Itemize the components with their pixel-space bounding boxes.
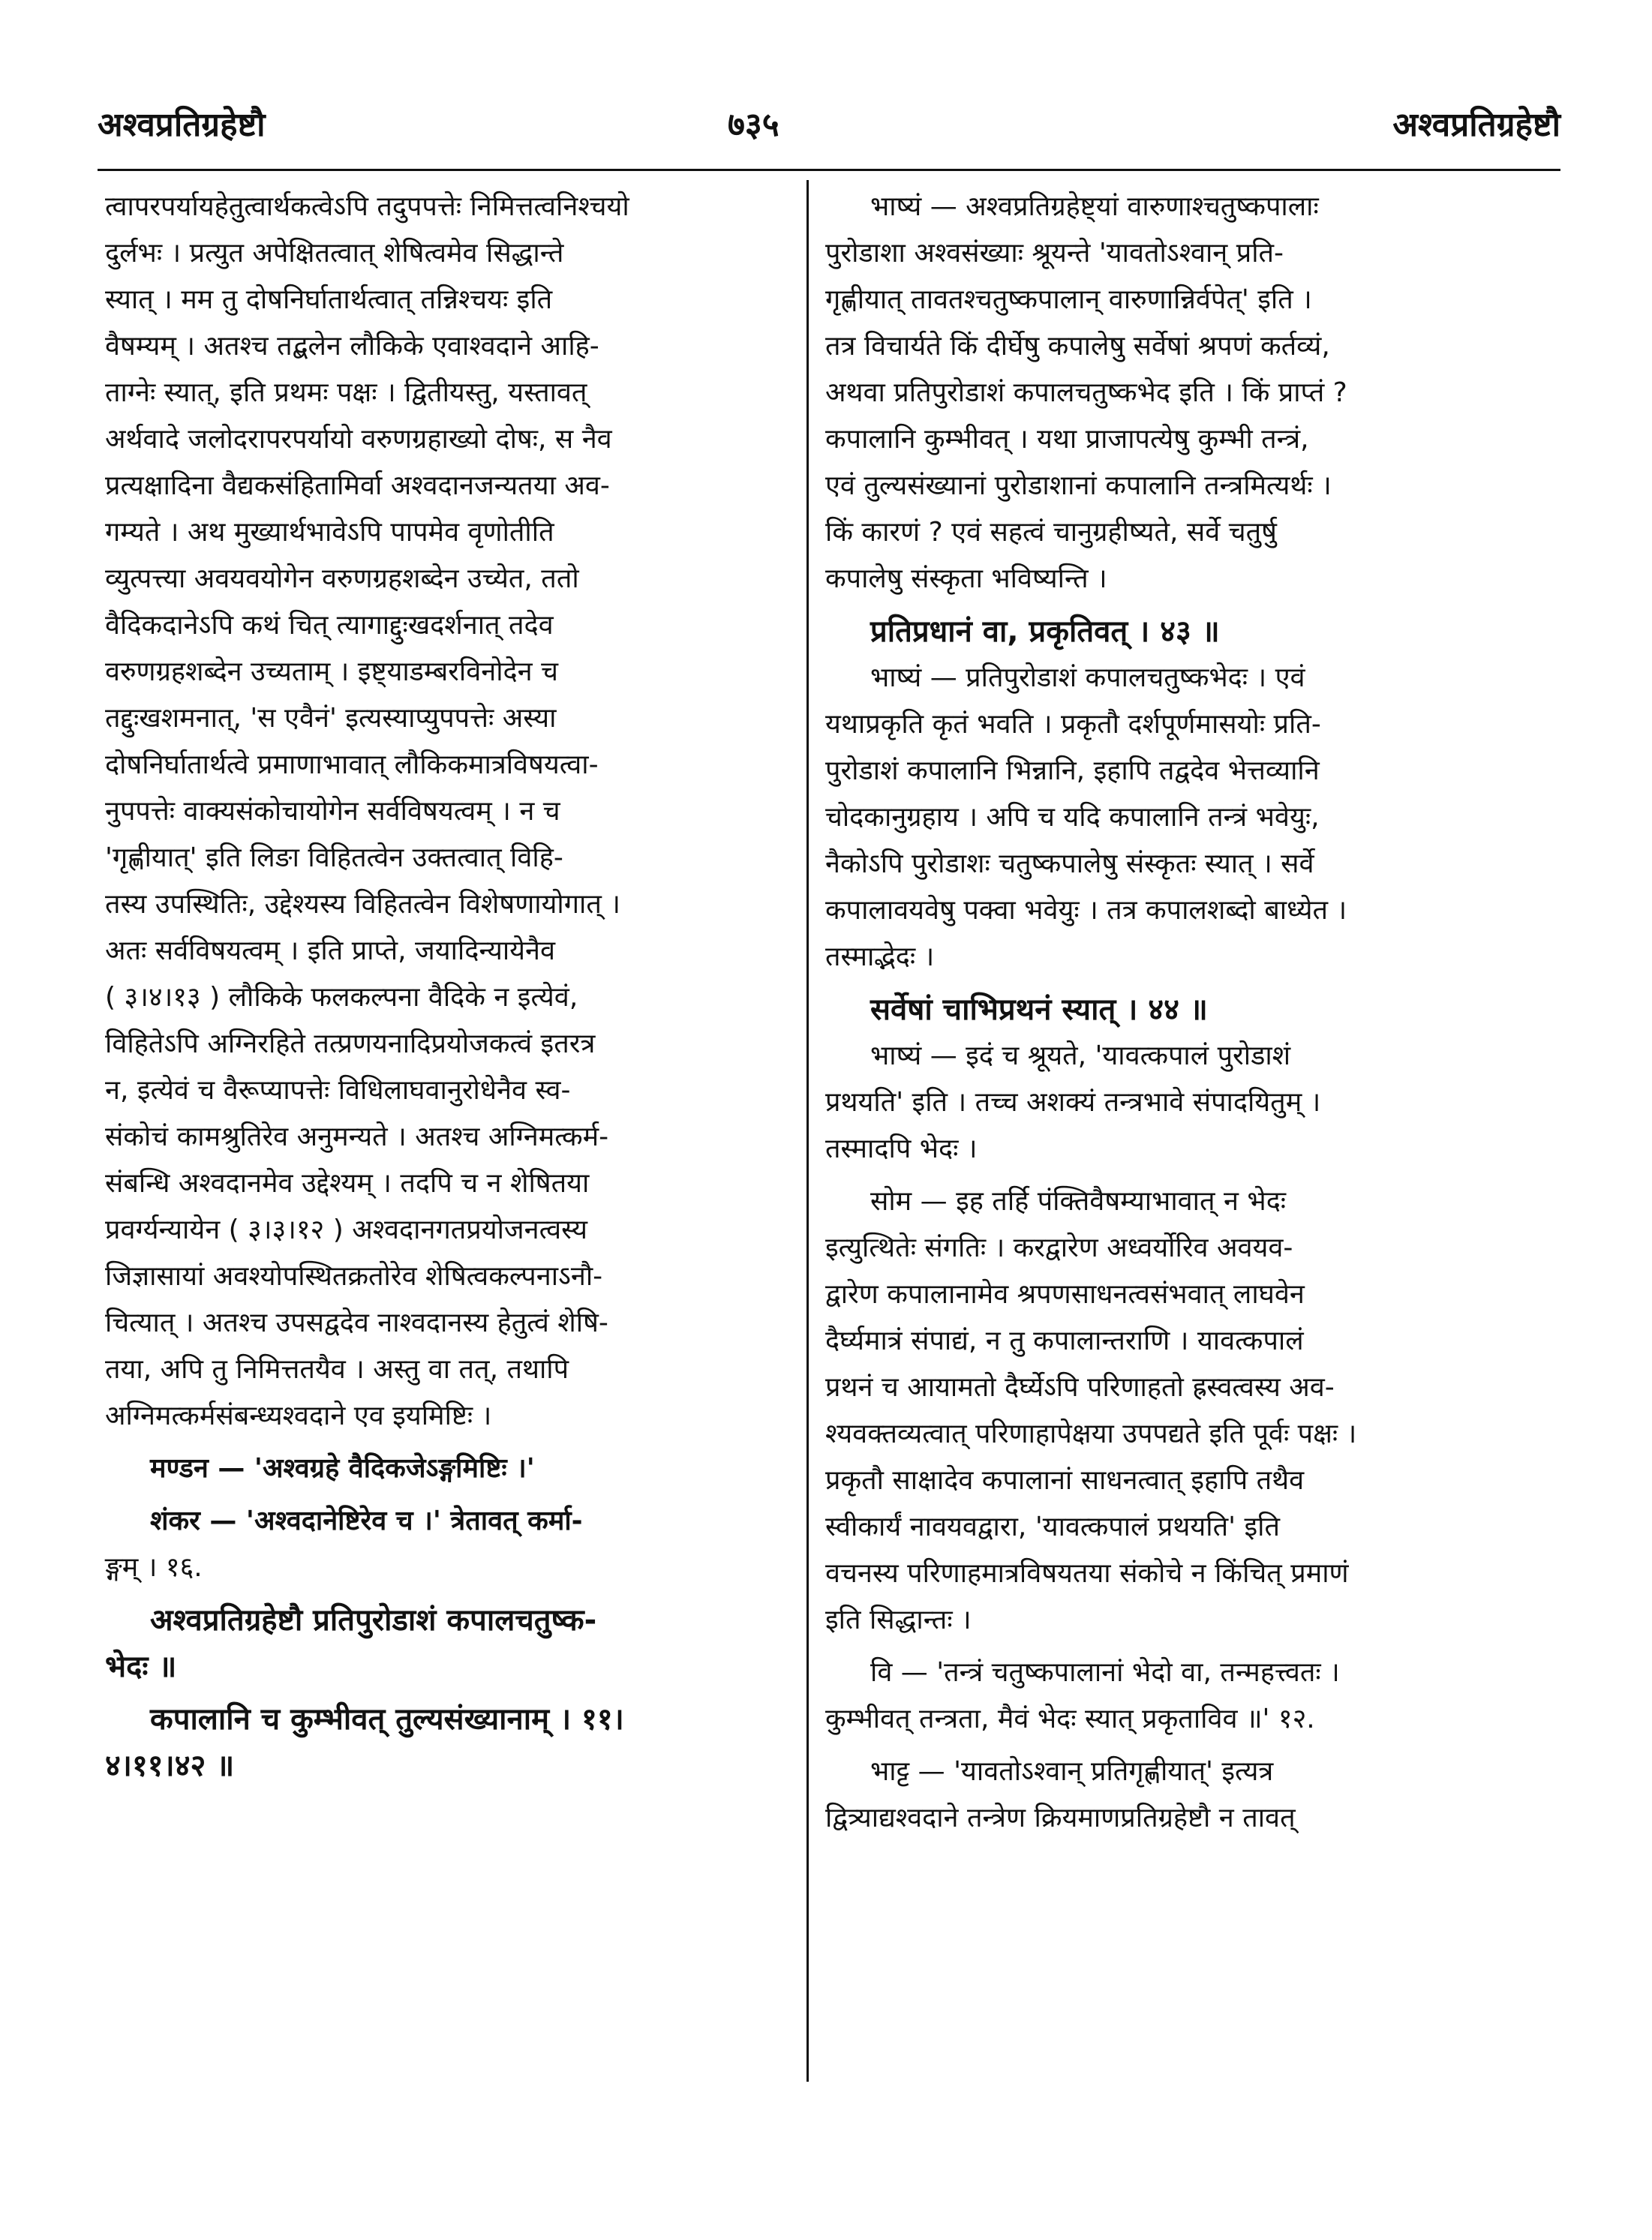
bhatta-line: भाट्ट — 'यावतोऽश्वान् प्रतिगृह्णीयात्' इत्यत्र <box>870 1756 1274 1787</box>
text-line: कपालानि कुम्भीवत् । यथा प्राजापत्येषु कुम्भी तन्त्रं, <box>825 424 1309 455</box>
text-line: दोषनिर्घातार्थत्वे प्रमाणाभावात् लौकिकमात्रविषयत्वा- <box>105 749 599 780</box>
text-line: पुरोडाशा अश्वसंख्याः श्रूयन्ते 'यावतोऽश्वान् प्रति- <box>825 238 1284 269</box>
text-line: अर्थवादे जलोदरापरपर्यायो वरुणग्रहाख्यो दोषः, स नैव <box>105 424 612 455</box>
mandana-verse: मण्डन — 'अश्वग्रहे वैदिकजेऽङ्गमिष्टिः ।' <box>150 1453 535 1484</box>
text-line: न, इत्येवं च वैरूप्यापत्तेः विधिलाघवानुरोधेनैव स्व- <box>105 1075 571 1106</box>
text-line: जिज्ञासायां अवश्योपस्थितक्रतोरेव शेषित्वकल्पनाऽनौ- <box>105 1261 603 1292</box>
right-column <box>825 184 1500 1842</box>
adhikarana-heading-cont: भेदः ॥ <box>105 1650 177 1684</box>
text-line: व्युत्पत्त्या अवयवयोगेन वरुणग्रहशब्देन उच्येत, ततो <box>105 563 579 594</box>
text-line: प्रवर्ग्यन्यायेन ( ३।३।१२ ) अश्वदानगतप्रयोजनत्वस्य <box>105 1215 588 1245</box>
text-line: अतः सर्वविषयत्वम् । इति प्राप्ते, जयादिन्यायेनैव <box>105 935 556 966</box>
text-line: तद्दुःखशमनात्, 'स एवैनं' इत्यस्याप्युपपत्तेः अस्या <box>105 703 557 734</box>
text-line: गम्यते । अथ मुख्यार्थभावेऽपि पापमेव वृणोतीति <box>105 517 554 548</box>
page-number: ७३५ <box>728 106 779 144</box>
text-line: ङ्गम् । १६. <box>105 1552 203 1583</box>
text-line: अथवा प्रतिपुरोडाशं कपालचतुष्कभेद इति । किं प्राप्तं ? <box>825 377 1347 408</box>
text-line: संकोचं कामश्रुतिरेव अनुमन्यते । अतश्च अग्निमत्कर्म- <box>105 1122 609 1152</box>
text-line: इत्युत्थितेः संगतिः । करद्वारेण अध्वर्योरिव अवयव- <box>825 1233 1293 1263</box>
sutra-44: सर्वेषां चाभिप्रथनं स्यात् । ४४ ॥ <box>870 992 1208 1027</box>
soma-line: सोम — इह तर्हि पंक्तिवैषम्याभावात् न भेदः <box>870 1186 1287 1217</box>
text-line: ताग्नेः स्यात्, इति प्रथमः पक्षः । द्वितीयस्तु, यस्तावत् <box>105 377 587 408</box>
text-line: नैकोऽपि पुरोडाशः चतुष्कपालेषु संस्कृतः स्यात् । सर्वे <box>825 848 1314 879</box>
text-line: तत्र विचार्यते किं दीर्घेषु कपालेषु सर्वेषां श्रपणं कर्तव्यं, <box>825 331 1330 362</box>
text-line: स्वीकार्यं नावयवद्वारा, 'यावत्कपालं प्रथयति' इति <box>825 1512 1280 1542</box>
text-line: वैदिकदानेऽपि कथं चित् त्यागाद्दुःखदर्शनात् तदेव <box>105 610 554 641</box>
vi-verse: वि — 'तन्त्रं चतुष्कपालानां भेदो वा, तन्महत्त्वतः । <box>870 1657 1340 1688</box>
left-column <box>105 184 769 1789</box>
text-line: एवं तुल्यसंख्यानां पुरोडाशानां कपालानि तन्त्रमित्यर्थः । <box>825 470 1332 501</box>
text-line: गृह्णीयात् तावतश्चतुष्कपालान् वारुणान्निर्वपेत्' इति । <box>825 284 1312 315</box>
text-line: चित्यात् । अतश्च उपसद्वदेव नाश्वदानस्य हेतुत्वं शेषि- <box>105 1308 608 1338</box>
sutra-43: प्रतिप्रधानं वा, प्रकृतिवत् । ४३ ॥ <box>870 614 1220 649</box>
text-line: दुर्लभः । प्रत्युत अपेक्षितत्वात् शेषित्वमेव सिद्धान्ते <box>105 238 564 269</box>
bhashya-line: भाष्यं — इदं च श्रूयते, 'यावत्कपालं पुरोडाशं <box>870 1040 1291 1071</box>
text-line: कपालेषु संस्कृता भविष्यन्ति । <box>825 563 1107 594</box>
text-line: प्रथयति' इति । तच्च अशक्यं तन्त्रभावे संपादयितुम् । <box>825 1087 1321 1118</box>
text-line: वैषम्यम् । अतश्च तद्बलेन लौकिके एवाश्वदाने आहि- <box>105 331 599 362</box>
text-line: चोदकानुग्रहाय । अपि च यदि कपालानि तन्त्रं भवेयुः, <box>825 802 1320 833</box>
text-line: दैर्घ्यमात्रं संपाद्यं, न तु कपालान्तराणि । यावत्कपालं <box>825 1326 1304 1356</box>
text-line: तया, अपि तु निमित्ततयैव । अस्तु वा तत्, तथापि <box>105 1354 569 1385</box>
bhashya-line: भाष्यं — प्रतिपुरोडाशं कपालचतुष्कभेदः । एवं <box>870 662 1305 693</box>
text-line: इति सिद्धान्तः । <box>825 1605 972 1635</box>
text-line: तस्माद्भेदः । <box>825 941 935 972</box>
text-line: वचनस्य परिणाहमात्रविषयतया संकोचे न किंचित् प्रमाणं <box>825 1558 1349 1589</box>
text-line: यथाप्रकृति कृतं भवति । प्रकृतौ दर्शपूर्णमासयोः प्रति- <box>825 709 1321 740</box>
text-line: त्वापरपर्यायहेतुत्वार्थकत्वेऽपि तदुपपत्तेः निमित्तत्वनिश्चयो <box>105 191 629 222</box>
text-line: प्रत्यक्षादिना वैद्यकसंहितामिर्वा अश्वदानजन्यतया अव- <box>105 470 610 501</box>
text-line: प्रकृतौ साक्षादेव कपालानां साधनत्वात् इहापि तथैव <box>825 1465 1305 1496</box>
text-line: विहितेऽपि अग्निरहिते तत्प्रणयनादिप्रयोजकत्वं इतरत्र <box>105 1028 596 1059</box>
text-line: कुम्भीवत् तन्त्रता, मैवं भेदः स्यात् प्रकृताविव ॥' १२. <box>825 1704 1315 1734</box>
text-line: 'गृह्णीयात्' इति लिङा विहितत्वेन उक्तत्वात् विहि- <box>105 842 563 873</box>
column-divider <box>806 180 809 2082</box>
text-line: स्यात् । मम तु दोषनिर्घातार्थत्वात् तन्निश्चयः इति <box>105 284 553 315</box>
text-line: संबन्धि अश्वदानमेव उद्देश्यम् । तदपि च न शेषितया <box>105 1168 590 1199</box>
text-line: द्वारेण कपालानामेव श्रपणसाधनत्वसंभवात् लाघवेन <box>825 1279 1305 1310</box>
text-line: नुपपत्तेः वाक्यसंकोचायोगेन सर्वविषयत्वम् । न च <box>105 796 560 827</box>
header-rule <box>98 169 1560 171</box>
bhashya-line: भाष्यं — अश्वप्रतिग्रहेष्ट्यां वारुणाश्चतुष्कपालाः <box>870 191 1319 222</box>
text-line: कपालावयवेषु पक्वा भवेयुः । तत्र कपालशब्दो बाध्येत । <box>825 895 1347 926</box>
shankara-verse: शंकर — 'अश्वदानेष्टिरेव च ।' त्रेतावत् कर्मा- <box>150 1506 583 1536</box>
text-line: ( ३।४।१३ ) लौकिके फलकल्पना वैदिके न इत्येवं, <box>105 982 578 1013</box>
running-head-left: अश्वप्रतिग्रहेष्टौ <box>98 106 266 144</box>
sutra-11: कपालानि च कुम्भीवत् तुल्यसंख्यानाम् । ११। <box>150 1702 624 1737</box>
text-line: द्वित्र्याद्यश्वदाने तन्त्रेण क्रियमाणप्रतिग्रहेष्टौ न तावत् <box>825 1803 1296 1833</box>
text-line: तस्य उपस्थितिः, उद्देश्यस्य विहितत्वेन विशेषणायोगात् । <box>105 889 620 920</box>
adhikarana-heading: अश्वप्रतिग्रहेष्टौ प्रतिपुरोडाशं कपालचतुष्क- <box>150 1603 597 1638</box>
text-line: वरुणग्रहशब्देन उच्यताम् । इष्ट्याडम्बरविनोदेन च <box>105 656 558 687</box>
text-line: तस्मादपि भेदः । <box>825 1134 978 1164</box>
sutra-ref: ४।११।४२ ॥ <box>105 1749 235 1783</box>
running-head-right: अश्वप्रतिग्रहेष्टौ <box>1392 106 1560 144</box>
text-line: श्यवक्तव्यत्वात् परिणाहापेक्षया उपपद्यते इति पूर्वः पक्षः । <box>825 1419 1357 1449</box>
page-header <box>98 90 1560 143</box>
text-line: पुरोडाशं कपालानि भिन्नानि, इहापि तद्वदेव भेत्तव्यानि <box>825 755 1320 786</box>
text-line: प्रथनं च आयामतो दैर्घ्येऽपि परिणाहतो ह्रस्वत्वस्य अव- <box>825 1372 1335 1403</box>
text-line: अग्निमत्कर्मसंबन्ध्यश्वदाने एव इयमिष्टिः । <box>105 1401 492 1431</box>
text-line: किं कारणं ? एवं सहत्वं चानुग्रहीष्यते, सर्वे चतुर्षु <box>825 517 1277 548</box>
